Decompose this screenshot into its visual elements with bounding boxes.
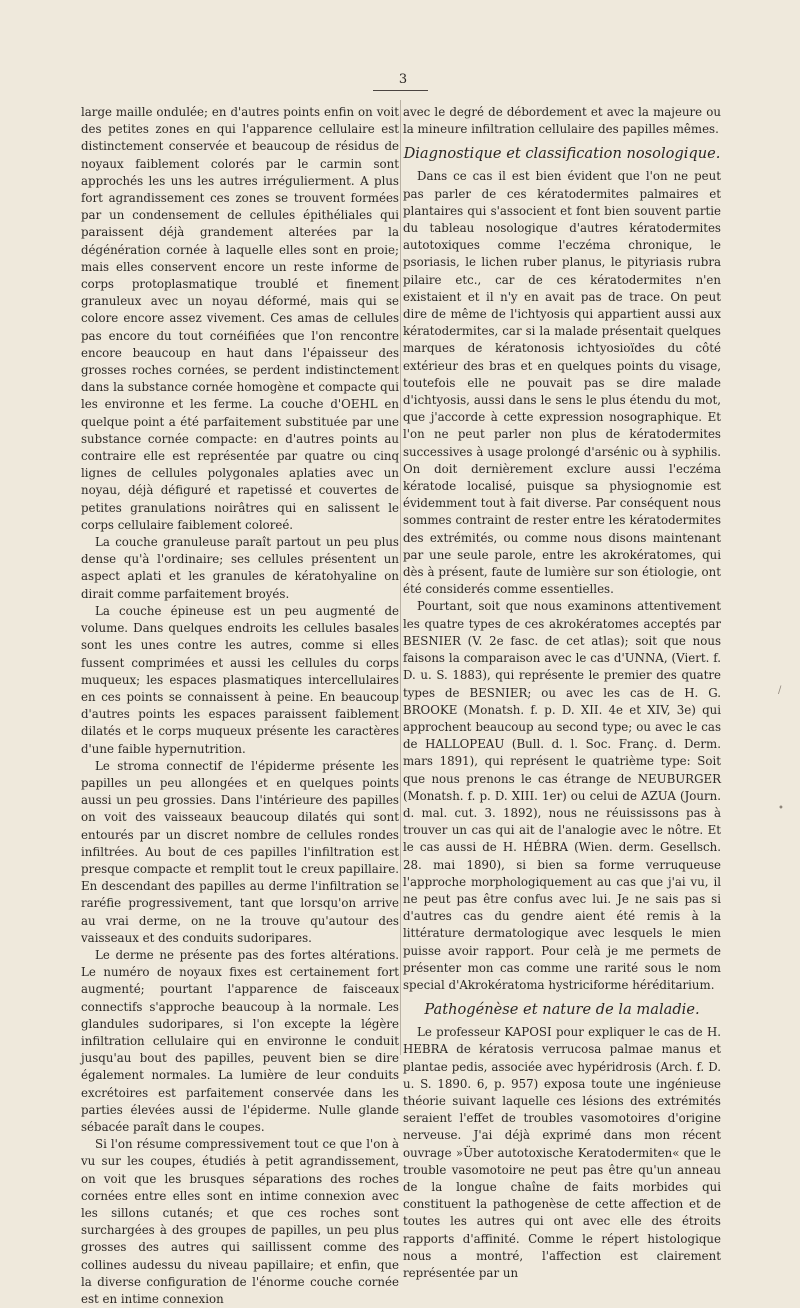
paragraph: Pourtant, soit que nous examinons attentivement les quatre types de ces akrokératomes acceptés par BESNIER (V. 2e fasc. de cet atlas); soit que nous faisons la comparaison avec le cas d'UNNA, (Viert. f. D. u. S. 1883), qui représente le premier des quatre types de BESNIER; ou avec les cas de H. G. BROOKE (Monatsh. f. p. D. XII. 4e et XIV, 3e) qui approchent beaucoup au second type; ou avec le cas de HALLOPEAU (Bull. d. l. Soc. Franç. d. Derm. mars 1891), qui représent le quatrième type: Soit que nous prenons le cas étrange de NEUBURGER (Monatsh. f. p. D. XIII. 1er) ou celui de AZUA (Journ. d. mal. cut. 3. 1892), nous ne réuississons pas à trouver un cas qui ait de l'analogie avec le nôtre. Et le cas aussi de H. HÉBRA (Wien. derm. Gesellsch. 28. mai 1890), si bien sa forme verruqueuse l'approche morphologiquement au cas que j'ai vu, il ne peut pas être confus avec lui. Je ne sais pas si d'autres cas du gendre aient été remis à la littérature dermatologique avec lesquels le mien puisse avoir rapport. Pour celà je me permets de présenter mon cas comme une rarité sous le nom special d'Akrokératoma hystriciforme héréditarium. <box>403 599 721 992</box>
section-heading: Diagnostique et classification nosologique. <box>403 145 721 163</box>
paragraph: Le professeur KAPOSI pour expliquer le cas de H. HEBRA de kératosis verrucosa palmae manus et plantae pedis, associée avec hypéridrosis (Arch. f. D. u. S. 1890. 6, p. 957) exposa toute une ingénieuse théorie suivant laquelle ces lésions des extrémités seraient l'effet de troubles vasomotoires d'origine nerveuse. J'ai déjà exprimé dans mon récent ouvrage »Über autotoxische Keratodermiten« que le trouble vasomotoire ne peut pas être qu'un anneau de la longue chaîne de faits morbides qui constituent la pathogenèse de cette affection et de toutes les autres qui ont avec elle des étroits rapports d'affinité. Comme le répert histologique nous a montré, l'affection est clairement représentée par un <box>403 1025 721 1280</box>
paragraph: large maille ondulée; en d'autres points enfin on voit des petites zones en qui l'apparence cellulaire est distinctement conservée et beaucoup de résidus de noyaux faiblement colorés par le carmin sont approchés les uns les autres irrégulierment. A plus fort agrandissement ces zones se trouvent formées par un condensement de cellules épithéliales qui paraissent déjà grandement alterées par la dégénération cornée à laquelle elles sont en proie; mais elles conservent encore un reste informe de corps protoplasmatique troublé et finement granuleux avec un noyau déformé, mais qui se colore encore assez vivement. Ces amas de cellules pas encore du tout cornéifiées que l'on rencontre encore beaucoup en haut dans l'épaisseur des grosses roches cornées, se perdent indistinctement dans la substance cornée homogène et compacte qui les environne et les ferme. La couche d'OEHL en quelque point a été parfaitement substituée par une substance cornée compacte: en d'autres points au contraire elle est représentée par quatre ou cinq lignes de cellules polygonales aplaties avec un noyau, déjà défiguré et rapetissé et couvertes de petites granulations noirâtres qui en salissent le corps cellulaire faiblement coloreé. <box>81 105 399 532</box>
paragraph: La couche épineuse est un peu augmenté de volume. Dans quelques endroits les cellules basales sont les unes contre les autres, comme si elles fussent comprimées et aussi les cellules du corps muqueux; les espaces plasmatiques intercellulaires en ces points se connaissent à peine. En beaucoup d'autres points les espaces paraissent faiblement dilatés et le corps muqueux présente les caractères d'une faible hypernutrition. <box>81 603 399 756</box>
column-divider <box>400 100 401 1055</box>
left-column <box>81 104 399 1308</box>
paragraph: avec le degré de débordement et avec la majeure ou la mineure infiltration cellulaire des papilles mêmes. <box>403 105 721 137</box>
paragraph: Si l'on résume compressivement tout ce que l'on à vu sur les coupes, étudiés à petit agrandissement, on voit que les brusques séparations des roches cornées entre elles sont en intime connexion avec les sillons cutanés; et que ces roches sont surchargées à des groupes de papilles, un peu plus grosses des autres qui saillissent comme des collines audessu du niveau papillaire; et enfin, que la diverse conﬁguration de l'énorme couche cornée est en intime connexion <box>81 1137 399 1307</box>
margin-mark: • <box>778 803 784 814</box>
paragraph: La couche granuleuse paraît partout un peu plus dense qu'à l'ordinaire; ses cellules présentent un aspect aplati et les granules de kératohyaline on dirait comme parfaitement broyés. <box>81 535 399 601</box>
section-heading: Pathogénèse et nature de la maladie. <box>424 1001 700 1019</box>
paragraph: Le derme ne présente pas des fortes altérations. Le numéro de noyaux fixes est certainement fort augmenté; pourtant l'apparence de faisceaux connectifs s'approche beaucoup à la normale. Les glandules sudoripares, si l'on excepte la légère infiltration cellulaire qui en environne le conduit jusqu'au bout des papilles, peuvent bien se dire également normales. La lumière de leur conduits excrétoires est parfaitement conservée dans les parties élevées aussi de l'épiderme. Nulle glande sébacée paraît dans le coupes. <box>81 947 399 1134</box>
right-column <box>403 104 721 1282</box>
header-rule <box>373 90 428 91</box>
paragraph: Dans ce cas il est bien évident que l'on ne peut pas parler de ces kératodermites palmaires et plantaires qui s'associent et font bien souvent partie du tableau nosologique d'autres kératodermites autotoxiques comme l'eczéma chronique, le psoriasis, le lichen ruber planus, le pityriasis rubra pilaire etc., car de ces kératodermites n'en existaient et il n'y en avait pas de trace. On peut dire de même de l'ichtyosis qui appartient aussi aux kératodermites, car si la malade présentait quelques marques de kératonosis ichtyosioïdes du côté extérieur des bras et en quelques points du visage, toutefois elle ne pouvait pas se dire malade d'ichtyosis, aussi dans le sens le plus étendu du mot, que j'accorde à cette expression nosographique. Et l'on ne peut parler non plus de kératodermites successives à usage prolongé d'arsénic ou à syphilis. On doit dernièrement exclure aussi l'eczéma kératode localisé, puisque sa physiognomie est évidemment tout à fait diverse. Par conséquent nous sommes contraint de rester entre les kératodermites des extrémités, ou comme nous disons maintenant par une seule parole, entre les akrokératomes, qui dès à présent, faute de lumière sur son étiologie, ont été considerés comme essentielles. <box>403 169 721 597</box>
page-number: 3 <box>398 72 408 87</box>
margin-mark: / <box>778 685 782 696</box>
paragraph: Le stroma connectif de l'épiderme présente les papilles un peu allongées et en quelques points aussi un peu grossies. Dans l'intérieure des papilles on voit des vaisseaux beaucoup dilatés qui sont entourés par un discret nombre de cellules rondes infiltrées. Au bout de ces papilles l'infiltration est presque compacte et remplit tout le creux papillaire. En descendant des papilles au derme l'infiltration se raréfie progressivement, tant que lorsqu'on arrive au vrai derme, on ne la trouve qu'autour des vaisseaux et des conduits sudoripares. <box>81 758 399 945</box>
